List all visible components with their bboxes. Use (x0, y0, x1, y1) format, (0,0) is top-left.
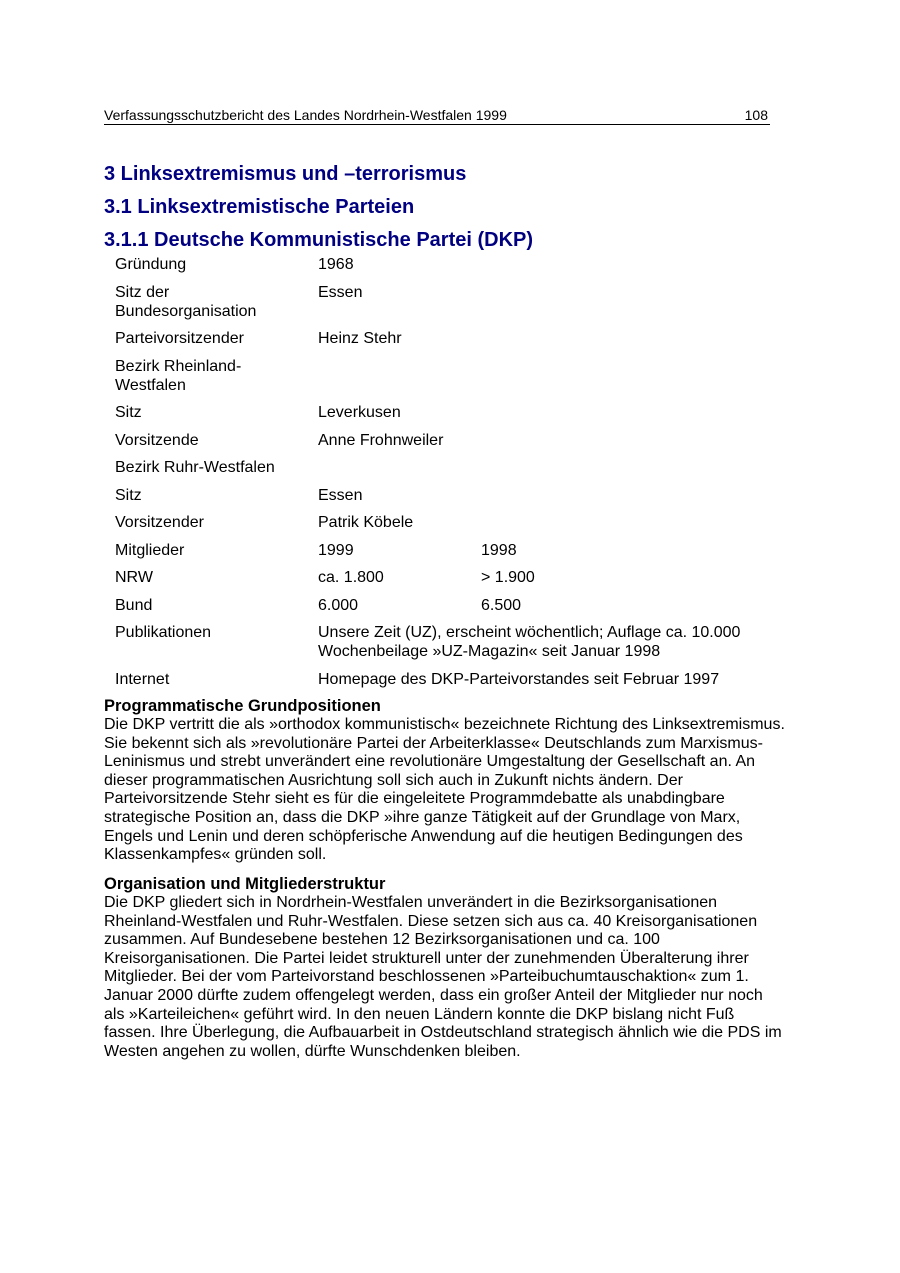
fact-row-internet (115, 670, 795, 689)
fact-value: Essen (318, 283, 363, 301)
text-line: fassen. Ihre Überlegung, die Aufbauarbeit in Ostdeutschland strategisch ähnlich wie die PDS im (104, 1024, 782, 1042)
page-header (104, 106, 770, 125)
fact-label: Bezirk Ruhr-Westfalen (115, 459, 275, 476)
fact-row-bund (115, 596, 795, 615)
text-line: Parteivorsitzende Stehr sieht es für die eingeleitete Programmdebatte als unabdingbare (104, 790, 725, 808)
fact-value-1999: 6.000 (318, 596, 359, 614)
text-line: dieser programmatischen Ausrichtung soll sich auch in Zukunft nichts ändern. Der (104, 771, 683, 789)
fact-value-1998: 6.500 (481, 596, 522, 614)
fact-year-1999: 1999 (318, 541, 354, 559)
text-line: Mitglieder. Bei der vom Parteivorstand beschlossenen »Parteibuchumtauschaktion« zum 1. (104, 968, 749, 986)
fact-label: Parteivorsitzender (115, 330, 244, 347)
subsubsection-heading: 3.1.1 Deutsche Kommunistische Partei (DKP) (104, 229, 534, 251)
fact-label: Vorsitzender (115, 514, 204, 531)
fact-row-sitz-bund (115, 283, 795, 321)
text-line: Westen angehen zu wollen, dürfte Wunschdenken bleiben. (104, 1042, 521, 1060)
fact-row-vorsitz-ruhr (115, 513, 795, 532)
section-organisation-und-mitgliederstruktur (104, 875, 804, 1061)
fact-row-mitglieder (115, 541, 795, 560)
text-line: als »Karteileichen« geführt wird. In den neuen Ländern konnte die DKP bislang nicht Fuß (104, 1005, 735, 1023)
fact-label: Gründung (115, 256, 187, 273)
fact-label: Vorsitzende (115, 431, 199, 449)
fact-year-1998: 1998 (481, 541, 517, 559)
fact-label-line: Westfalen (115, 376, 186, 394)
fact-label: Sitz (115, 486, 142, 504)
text-line: Leninismus und strebt unverändert eine revolutionäre Umgestaltung der Gesellschaft an. An (104, 753, 756, 771)
fact-value: Heinz Stehr (318, 330, 402, 347)
fact-row-sitz-ruhr (115, 486, 795, 505)
fact-row-gruendung (115, 255, 795, 274)
text-line: Kreisorganisationen. Die Partei leidet strukturell unter der zunehmenden Überalterung ihrer (104, 949, 749, 967)
text-line: Rheinland-Westfalen und Ruhr-Westfalen. Diese setzen sich aus ca. 40 Kreisorganisationen (104, 912, 758, 930)
fact-row-vorsitz-rw (115, 431, 795, 450)
subsection-heading: 3.1 Linksextremistische Parteien (104, 196, 415, 218)
fact-label: Internet (115, 670, 170, 688)
paragraph-organisation (104, 894, 804, 1061)
fact-label-line: Bezirk Rheinland- (115, 357, 242, 375)
text-line: Sie bekennt sich als »revolutionäre Partei der Arbeiterklasse« Deutschlands zum Marxismus- (104, 734, 763, 752)
section-heading: 3 Linksextremismus und –terrorismus (104, 163, 467, 185)
fact-value-line: Wochenbeilage »UZ-Magazin« seit Januar 1998 (318, 643, 661, 660)
fact-value (318, 623, 740, 661)
paragraph-programm (104, 716, 804, 865)
fact-label-line: Sitz der (115, 283, 170, 301)
fact-row-bezirk-rw (115, 357, 795, 395)
fact-value: Essen (318, 486, 363, 504)
fact-row-sitz-rw (115, 403, 795, 422)
section-programmatische-grundpositionen (104, 697, 804, 865)
fact-value-line: Unsere Zeit (UZ), erscheint wöchentlich; Auflage ca. 10.000 (318, 624, 741, 641)
text-line: Engels und Lenin und deren schöpferische Anwendung auf die heutigen Bedingungen des (104, 827, 743, 845)
party-facts-table (115, 255, 795, 697)
fact-label: Sitz (115, 404, 142, 421)
fact-row-vorsitz (115, 329, 795, 348)
text-line: Klassenkampfes« gründen soll. (104, 846, 327, 864)
fact-row-nrw (115, 568, 795, 587)
header-title: Verfassungsschutzbericht des Landes Nordrhein-Westfalen 1999 (104, 107, 507, 123)
fact-row-bezirk-ruhr (115, 458, 795, 477)
fact-label: Mitglieder (115, 541, 185, 559)
paragraph-heading: Programmatische Grundpositionen (104, 697, 381, 715)
text-line: Die DKP gliedert sich in Nordrhein-Westfalen unverändert in die Bezirksorganisationen (104, 894, 718, 911)
fact-label: Bund (115, 596, 153, 614)
fact-value: Homepage des DKP-Parteivorstandes seit Februar 1997 (318, 670, 720, 688)
fact-row-publikationen (115, 623, 795, 661)
text-line: zusammen. Auf Bundesebene bestehen 12 Bezirksorganisationen und ca. 100 (104, 931, 660, 949)
fact-value: Leverkusen (318, 404, 401, 421)
fact-label (115, 283, 318, 321)
text-line: Die DKP vertritt die als »orthodox kommunistisch« bezeichnete Richtung des Linksextremismus. (104, 716, 785, 733)
page-number: 108 (744, 107, 768, 123)
fact-label-line: Bundesorganisation (115, 302, 257, 320)
paragraph-heading: Organisation und Mitgliederstruktur (104, 875, 386, 893)
fact-value: Anne Frohnweiler (318, 431, 444, 449)
fact-value-1998: > 1.900 (481, 569, 535, 586)
fact-value: 1968 (318, 256, 354, 273)
fact-label: NRW (115, 569, 153, 586)
text-line: strategische Position an, dass die DKP »ihre ganze Tätigkeit auf der Grundlage von Marx, (104, 808, 741, 826)
text-line: Januar 2000 dürfte zudem offengelegt werden, dass ein großer Anteil der Mitglieder nur noch (104, 986, 763, 1004)
fact-value: Patrik Köbele (318, 514, 414, 531)
fact-label (115, 357, 318, 395)
fact-label: Publikationen (115, 624, 212, 641)
fact-value-1999: ca. 1.800 (318, 569, 384, 586)
